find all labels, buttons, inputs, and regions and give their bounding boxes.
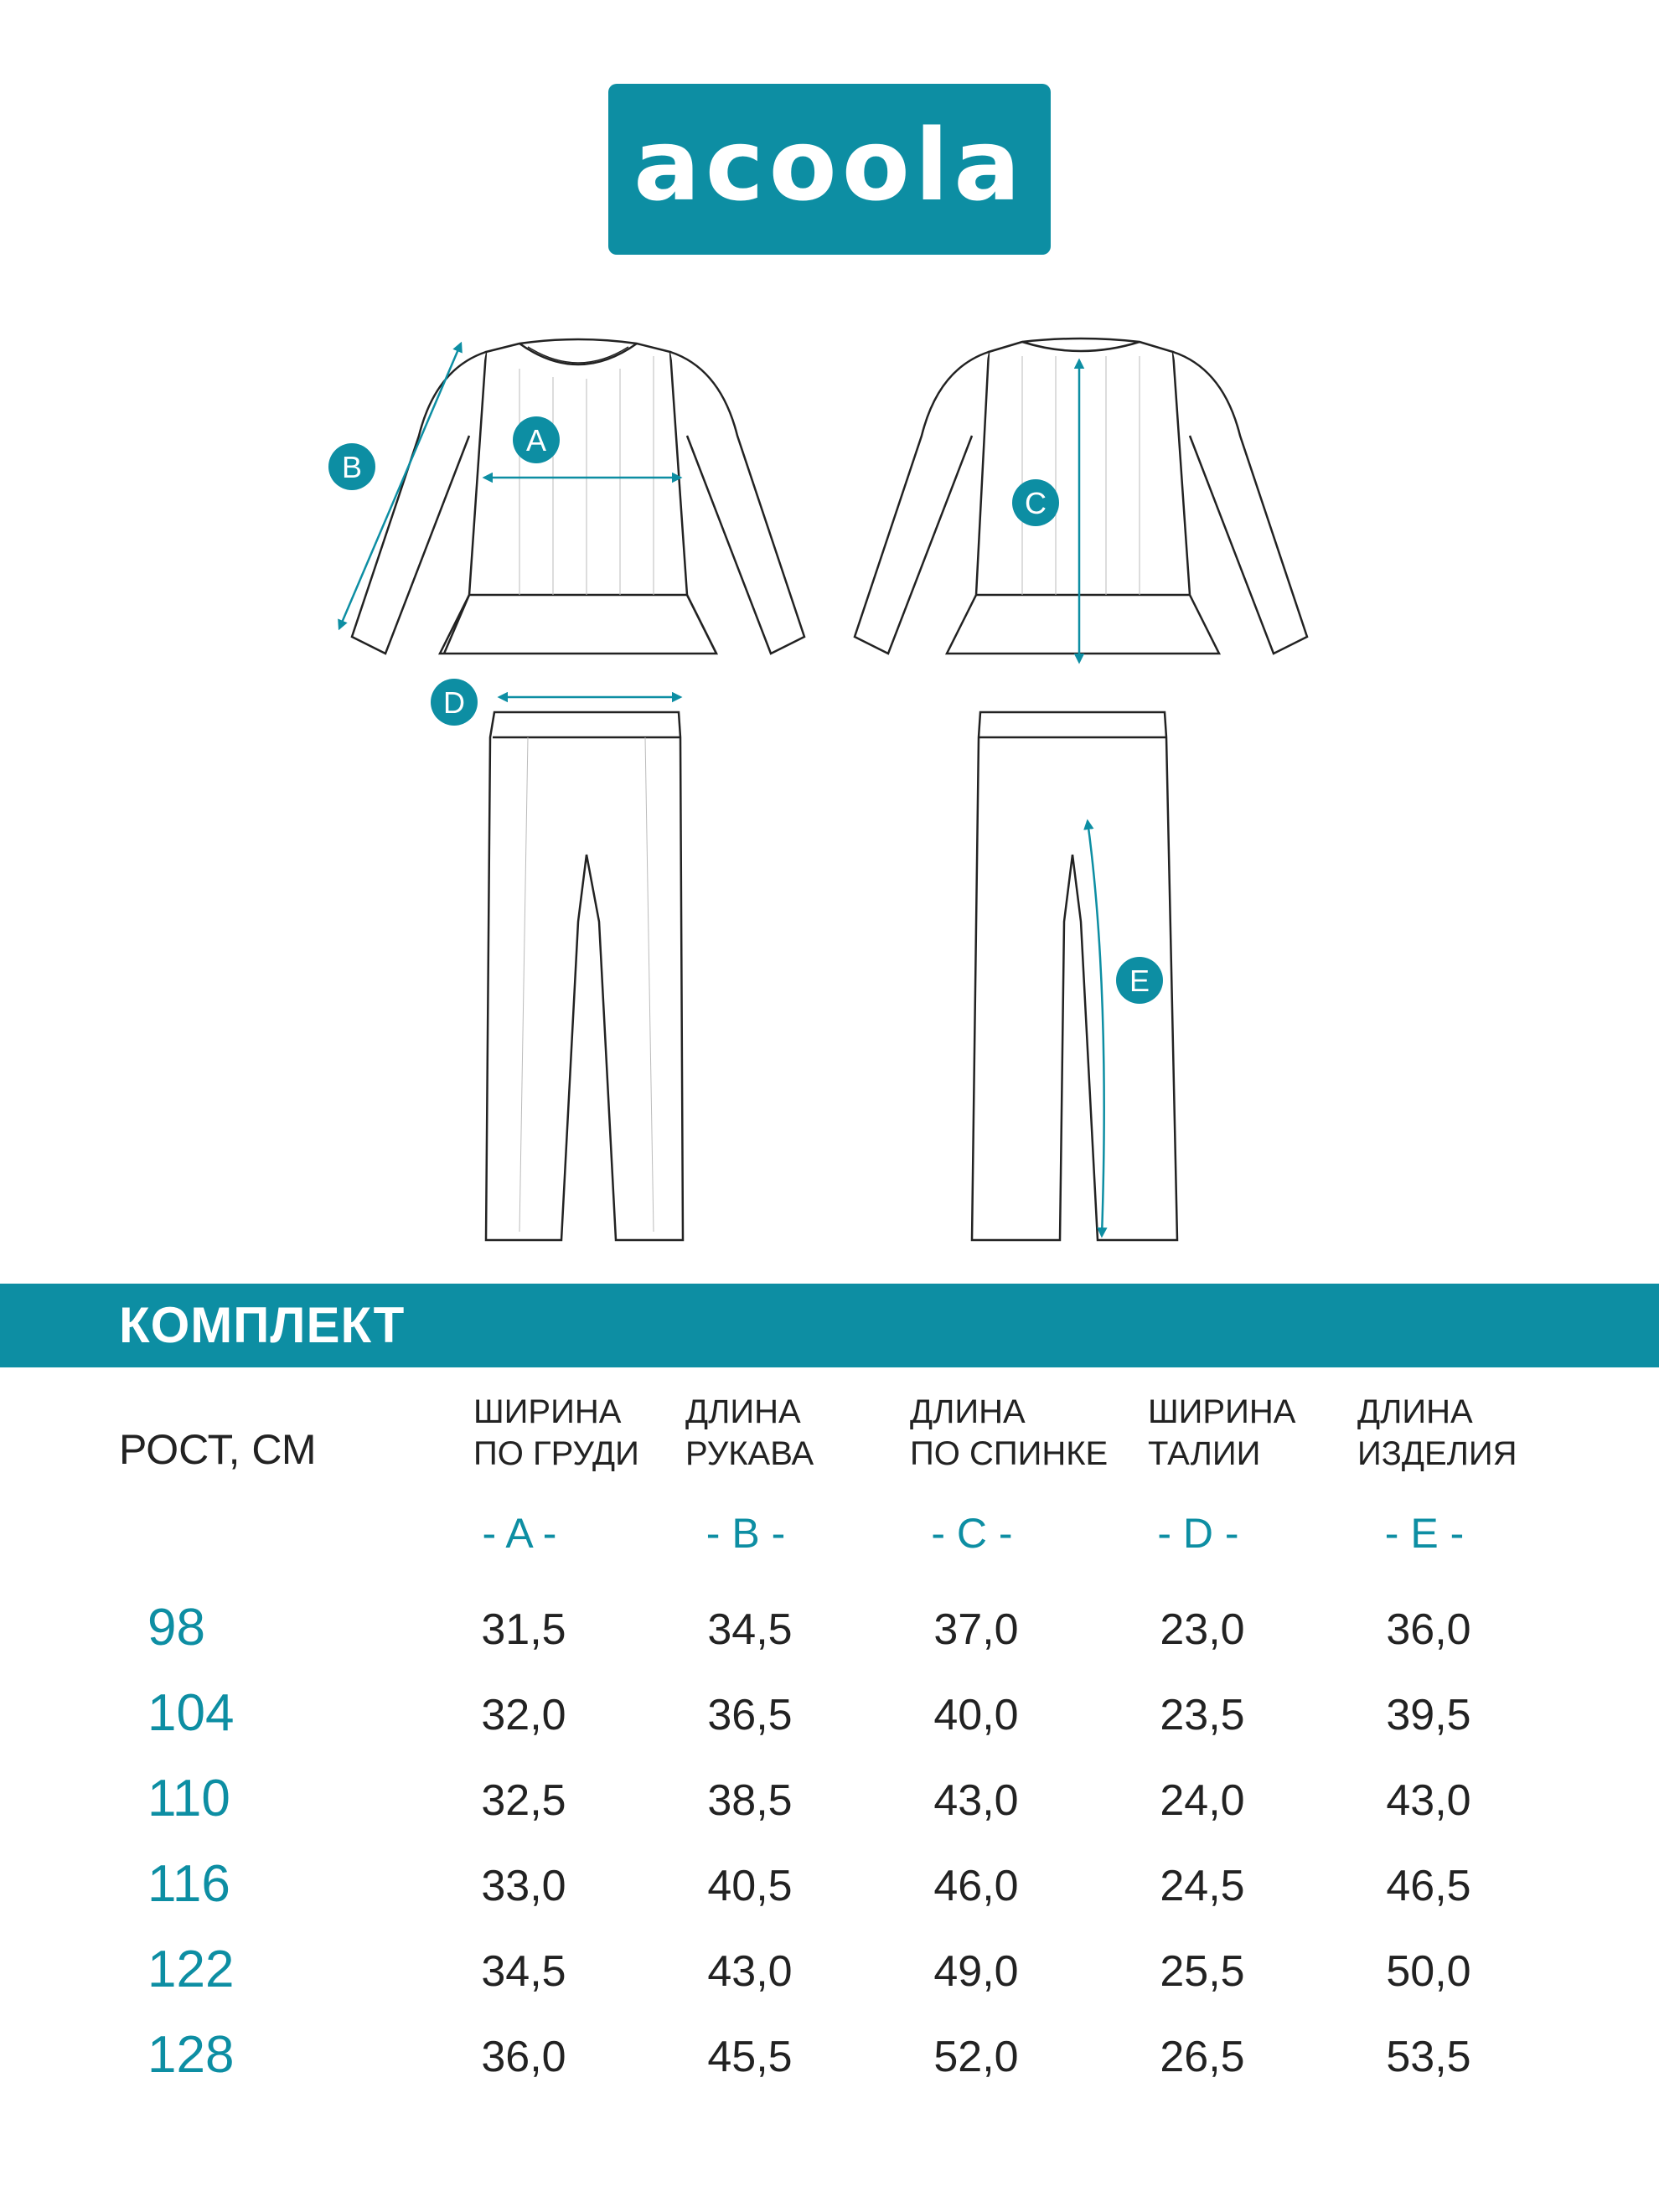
cell-a: 32,0 [481,1691,566,1739]
cell-a: 34,5 [481,1947,566,1996]
size-value: 128 [147,2026,235,2084]
marker-c-label: C [1025,486,1047,520]
cell-e: 43,0 [1386,1776,1471,1825]
brand-logo [608,84,1051,255]
garment-diagram [0,318,1659,1257]
size-value: 110 [147,1770,230,1827]
cell-c: 43,0 [933,1776,1019,1825]
top-front-drawing [352,339,804,654]
cell-d: 25,5 [1160,1947,1245,1996]
cell-c: 49,0 [933,1947,1019,1996]
cell-e: 50,0 [1386,1947,1471,1996]
column-letter-d: - D - [1157,1510,1239,1557]
column-header-c: ДЛИНА ПО СПИНКЕ [910,1393,1109,1472]
cell-c: 40,0 [933,1691,1019,1739]
cell-a: 32,5 [481,1776,566,1825]
cell-d: 26,5 [1160,2033,1245,2081]
column-letter-a: - A - [482,1510,557,1557]
cell-b: 38,5 [707,1776,793,1825]
cell-b: 43,0 [707,1947,793,1996]
pants-front-drawing [486,712,683,1240]
cell-c: 52,0 [933,2033,1019,2081]
size-value: 98 [147,1599,205,1656]
row-header-height: РОСТ, СМ [119,1426,317,1473]
cell-c: 37,0 [933,1605,1019,1654]
cell-e: 39,5 [1386,1691,1471,1739]
cell-e: 46,5 [1386,1862,1471,1910]
cell-b: 45,5 [707,2033,793,2081]
top-back-drawing [855,339,1307,654]
cell-d: 23,0 [1160,1605,1245,1654]
column-header-d: ШИРИНА ТАЛИИ [1148,1393,1296,1472]
cell-b: 40,5 [707,1862,793,1910]
cell-a: 31,5 [481,1605,566,1654]
column-header-a: ШИРИНА ПО ГРУДИ [473,1393,639,1472]
cell-a: 33,0 [481,1862,566,1910]
column-letter-c: - C - [931,1510,1013,1557]
column-header-e: ДЛИНА ИЗДЕЛИЯ [1357,1393,1517,1472]
cell-d: 24,0 [1160,1776,1245,1825]
size-value: 116 [147,1855,230,1913]
marker-b-label: B [341,450,363,484]
column-letter-e: - E - [1384,1510,1465,1557]
marker-d-label: D [443,685,465,720]
cell-d: 24,5 [1160,1862,1245,1910]
cell-c: 46,0 [933,1862,1019,1910]
size-value: 104 [147,1684,235,1742]
cell-b: 36,5 [707,1691,793,1739]
marker-e-label: E [1129,964,1150,998]
cell-b: 34,5 [707,1605,793,1654]
section-banner [0,1284,1659,1367]
marker-a-label: A [525,423,547,457]
cell-a: 36,0 [481,2033,566,2081]
section-title: КОМПЛЕКТ [119,1297,406,1353]
column-header-b: ДЛИНА РУКАВА [685,1393,814,1472]
size-value: 122 [147,1941,235,1998]
cell-d: 23,5 [1160,1691,1245,1739]
cell-e: 53,5 [1386,2033,1471,2081]
cell-e: 36,0 [1386,1605,1471,1654]
brand-logo-text: acoola [633,107,1026,223]
column-letter-b: - B - [705,1510,786,1557]
